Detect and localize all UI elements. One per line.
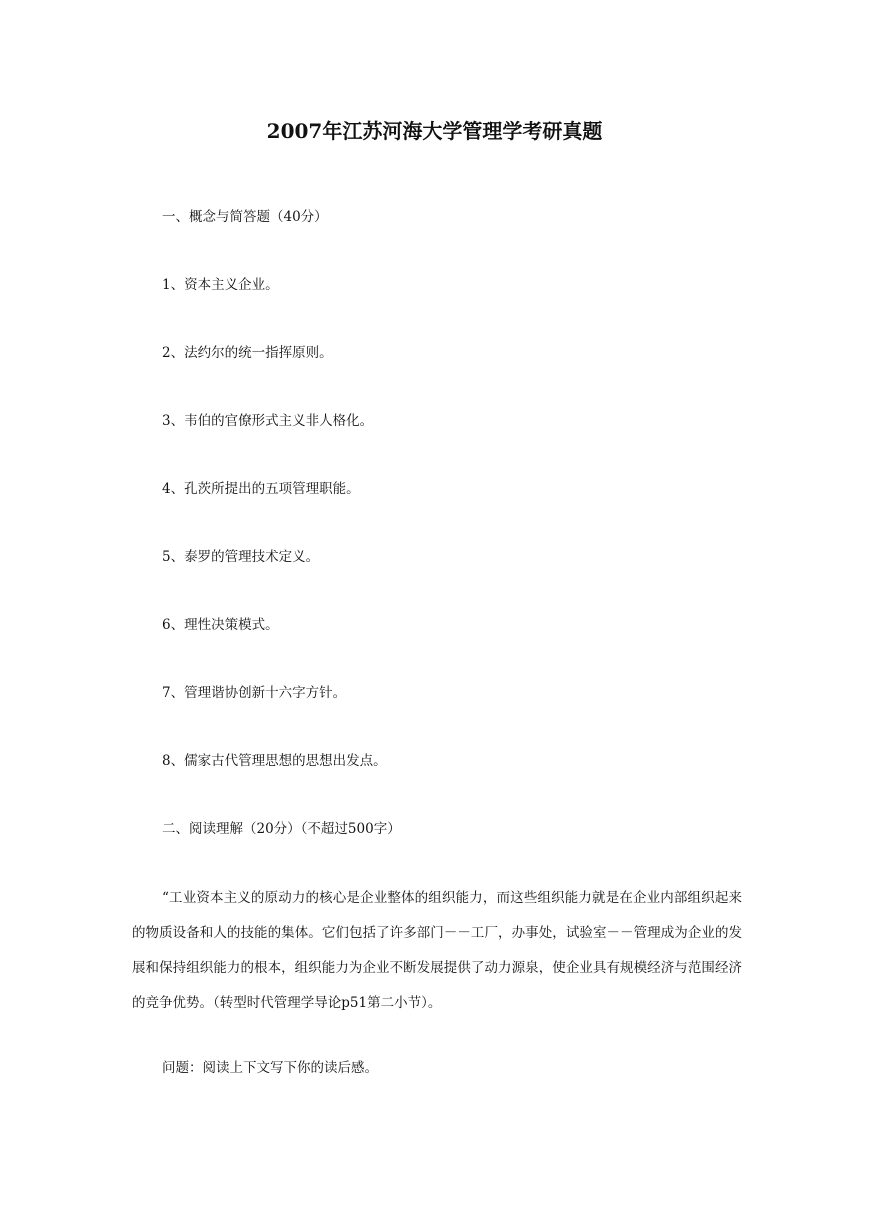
question-item-6: 6、理性决策模式。 — [162, 617, 279, 633]
reading-question: 问题：阅读上下文写下你的读后感。 — [162, 1060, 378, 1076]
question-item-8: 8、儒家古代管理思想的思想出发点。 — [162, 753, 387, 769]
question-item-3: 3、韦伯的官僚形式主义非人格化。 — [162, 413, 374, 429]
section-heading-reading: 二、阅读理解（20分）（不超过500字） — [162, 821, 401, 837]
document-title: 2007年江苏河海大学管理学考研真题 — [266, 119, 603, 143]
question-item-5: 5、泰罗的管理技术定义。 — [162, 549, 320, 565]
reading-passage: “工业资本主义的原动力的核心是企业整体的组织能力，而这些组织能力就是在企业内部组织起来的物质设备和人的技能的集体。它们包括了许多部门－－工厂，办事处，试验室－－管理成为企业的发展和保持组织能力的根本，组织能力为企业不断发展提供了动力源泉，使企业具有规模经济与范围经济的竞争优势。（转型时代管理学导论p51第二小节）。 — [132, 890, 742, 1011]
question-item-7: 7、管理谐协创新十六字方针。 — [162, 685, 347, 701]
section-heading-concepts: 一、概念与简答题（40分） — [162, 209, 328, 225]
question-item-2: 2、法约尔的统一指挥原则。 — [162, 345, 333, 361]
question-item-1: 1、资本主义企业。 — [162, 277, 279, 293]
question-item-4: 4、孔茨所提出的五项管理职能。 — [162, 481, 360, 497]
